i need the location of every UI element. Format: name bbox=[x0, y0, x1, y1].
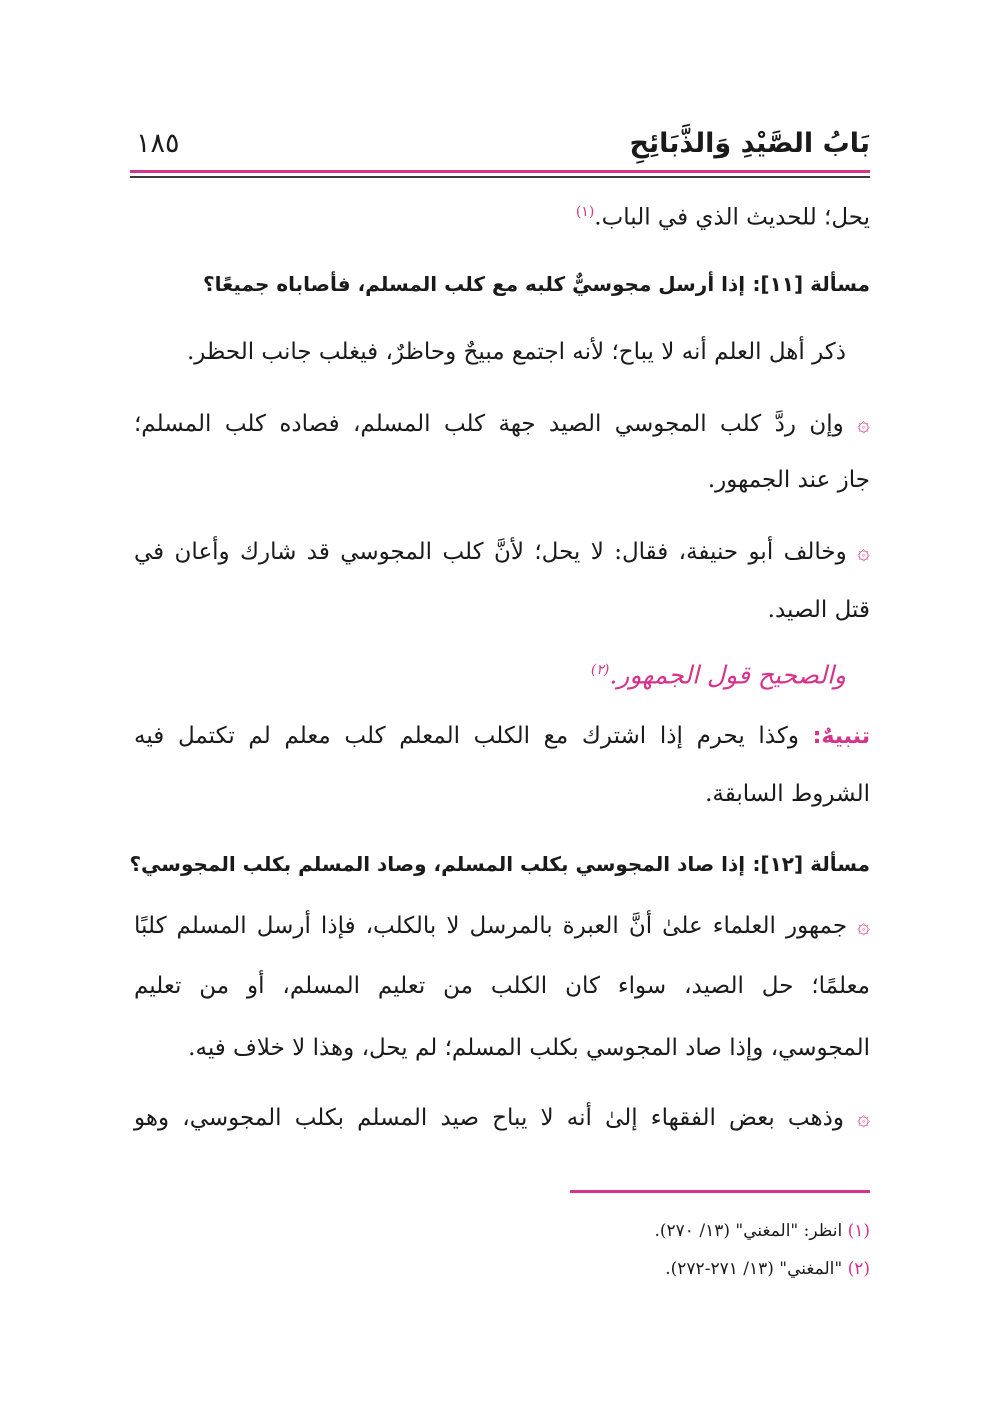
paragraph-line: ذكر أهل العلم أنه لا يباح؛ لأنه اجتمع مبيحٌ وحاظرٌ، فيغلب جانب الحظر. bbox=[186, 339, 846, 365]
footnote-ref: (١) bbox=[575, 204, 595, 220]
issue-heading-12 bbox=[129, 848, 870, 880]
footnote-text: انظر: "المغني" (١٣/ ٢٧٠). bbox=[654, 1221, 843, 1241]
footnote bbox=[665, 1256, 870, 1282]
footnote bbox=[654, 1218, 870, 1244]
paragraph-line bbox=[134, 910, 870, 943]
line-text: وكذا يحرم إذا اشترك مع الكلب المعلم كلب معلم لم تكتمل فيه bbox=[134, 723, 799, 749]
line-text: يحل؛ للحديث الذي في الباب. bbox=[594, 204, 870, 231]
paragraph-line: المجوسي، وإذا صاد المجوسي بكلب المسلم؛ لم يحل، وهذا لا خلاف فيه. bbox=[188, 1035, 870, 1061]
issue-label: مسألة [١١]: bbox=[752, 272, 870, 296]
flower-ornament-icon: ۞ bbox=[857, 1106, 871, 1131]
footnote-text: "المغني" (١٣/ ٢٧١-٢٧٢). bbox=[665, 1259, 843, 1279]
paragraph-line bbox=[134, 720, 870, 753]
header-rule-pink bbox=[130, 170, 870, 173]
paragraph-line: قتل الصيد. bbox=[767, 597, 870, 623]
chapter-title: بَابُ الصَّيْدِ وَالذَّبَائِحِ bbox=[629, 128, 870, 159]
footnote-number: (٢) bbox=[847, 1259, 870, 1279]
line-text: والصحيح قول الجمهور. bbox=[609, 660, 846, 690]
line-text: جمهور العلماء علىٰ أنَّ العبرة بالمرسل لا بالكلب، فإذا أرسل المسلم كلبًا bbox=[134, 913, 848, 939]
paragraph-line: جاز عند الجمهور. bbox=[707, 467, 870, 493]
issue-heading-11 bbox=[203, 268, 870, 300]
paragraph-line bbox=[134, 408, 870, 441]
footnote-separator bbox=[570, 1190, 870, 1193]
paragraph-line bbox=[134, 1102, 870, 1135]
header-rule-dark bbox=[130, 176, 870, 178]
line-text: وذهب بعض الفقهاء إلىٰ أنه لا يباح صيد المسلم بكلب المجوسي، وهو bbox=[134, 1105, 844, 1131]
footnote-number: (١) bbox=[847, 1221, 870, 1241]
issue-question: إذا صاد المجوسي بكلب المسلم، وصاد المسلم بكلب المجوسي؟ bbox=[129, 852, 746, 876]
note-label: تنبيهٌ: bbox=[812, 724, 871, 749]
paragraph-line bbox=[576, 196, 870, 234]
line-text: وخالف أبو حنيفة، فقال: لا يحل؛ لأنَّ كلب المجوسي قد شارك وأعان في bbox=[134, 539, 847, 565]
issue-question: إذا أرسل مجوسيٌّ كلبه مع كلب المسلم، فأصاباه جميعًا؟ bbox=[202, 272, 746, 296]
conclusion-line bbox=[591, 654, 846, 691]
flower-ornament-icon: ۞ bbox=[857, 914, 871, 939]
page-number: ١٨٥ bbox=[136, 128, 180, 159]
line-text: وإن ردَّ كلب المجوسي الصيد جهة كلب المسلم، فصاده كلب المسلم؛ bbox=[134, 411, 844, 437]
flower-ornament-icon: ۞ bbox=[857, 412, 870, 437]
paragraph-line: معلمًا؛ حل الصيد، سواء كان الكلب من تعليم المسلم، أو من تعليم bbox=[134, 973, 870, 999]
footnote-ref: (٢) bbox=[590, 662, 610, 678]
paragraph-line: الشروط السابقة. bbox=[705, 781, 870, 807]
paragraph-line bbox=[134, 536, 870, 569]
issue-label: مسألة [١٢]: bbox=[752, 852, 870, 876]
page-header bbox=[130, 118, 870, 178]
flower-ornament-icon: ۞ bbox=[857, 540, 871, 565]
